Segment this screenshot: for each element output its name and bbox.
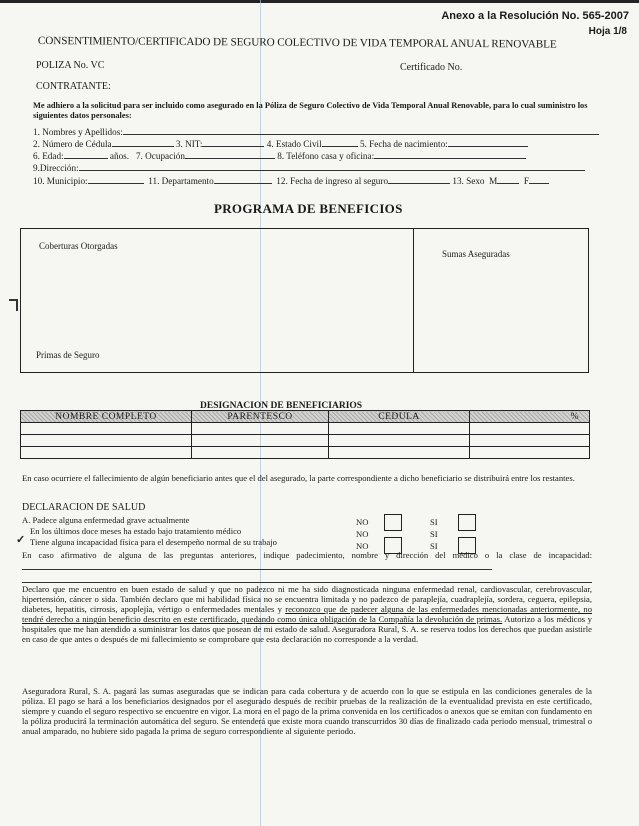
- field-sexo-f-line[interactable]: [529, 174, 549, 184]
- coberturas-label: Coberturas Otorgadas: [39, 241, 118, 251]
- declaracion-rest: Autorizo a los médicos y hospitales que me han atendido a suministrar los datos que posean de mi estado de salud. Aseguradora Rural, S. A. se reserva todos los derechos que puedan asistirle en caso de que antes o después de mi fallecimiento se comprobare que esta declaración no corresponde a la verdad.: [22, 614, 592, 645]
- divider: [22, 582, 592, 583]
- intro-text: Me adhiero a la solicitud para ser incluido como asegurado en la Póliza de Seguro Colectivo de Vida Temporal Anual Renovable, para lo cual suministro los siguientes datos personales:: [33, 101, 588, 120]
- field-direccion-label: 9.Dirección:: [33, 163, 79, 173]
- pago-text: Aseguradora Rural, S. A. pagará las sumas aseguradas que se indican para cada cobertura y de acuerdo con lo que se estipula en las condiciones generales de la póliza. El pago se hará a los beneficiarios designados por el asegurado después de recibir pruebas de la realización de la eventualidad prevista en este certificado, siempre y cuando el seguro respectivo se encuentre en vigor. La mora en el pago de la prima convenida en los certificados o anexos que se emitan con fundamento en la póliza producirá la terminación automática del seguro. Se entenderá que existe mora cuando transcurridos 30 días de finalizado cada periodo mensual, trimestral o anual amparado, no hubiere sido pagada la prima de seguro correspondiente al siguiente periodo.: [22, 686, 592, 737]
- field-row-5: [33, 174, 549, 186]
- declaracion-text: [22, 584, 592, 645]
- page-number: Hoja 1/8: [588, 26, 627, 37]
- declaracion-underlined: reconozco que de padecer alguna de las enfermedades mencionadas anteriormente, no tendré derecho a ningún beneficio descrito en este certificado, quedando como única obligación de la Compañía la devolución de primas.: [22, 604, 593, 625]
- beneficiarios-table: [20, 410, 590, 459]
- field-nit-label: 3. NIT:: [175, 139, 203, 149]
- anexo-label: Anexo a la Resolución No. 565-2007: [441, 10, 629, 22]
- field-telefono-label: 8. Teléfono casa y oficina:: [277, 151, 375, 161]
- document-title: CONSENTIMIENTO/CERTIFICADO DE SEGURO COLECTIVO DE VIDA TEMPORAL ANUAL RENOVABLE: [37, 35, 557, 51]
- field-edad-label: 6. Edad:: [33, 151, 64, 161]
- programa-title: PROGRAMA DE BENEFICIOS: [214, 201, 403, 216]
- field-fecha-nac-line[interactable]: [448, 137, 528, 147]
- col-cedula: CEDULA: [329, 411, 470, 423]
- field-fecha-ingreso-line[interactable]: [388, 174, 450, 184]
- si-label-b: SI: [430, 529, 438, 539]
- field-ocupacion-line[interactable]: [185, 149, 275, 159]
- field-ocupacion-label: 7. Ocupación: [135, 151, 185, 161]
- field-estado-civil-label: 4. Estado Civil: [266, 139, 322, 149]
- no-label-b: NO: [356, 529, 369, 539]
- field-nombres: [33, 125, 599, 137]
- field-anos-label: años.: [109, 151, 130, 161]
- salud-title: DECLARACION DE SALUD: [22, 502, 146, 513]
- declaracion-main: Declaro que me encuentro en buen estado de salud y que no padezco ni me ha sido diagnosticada ninguna enfermedad renal, cardiovascular, cerebrovascular, hipertensión, cáncer o sida. También declaro que mi habilidad física no se encuentra limitada y no padezco de paraplejía, cuadraplejía, sordera, ceguera, epilepsia, diabetes, hepatitis, cirrosis, apoplejía, vértigo o enfermedades mentales y: [22, 584, 592, 615]
- col-porcentaje: %: [470, 411, 590, 423]
- field-departamento-line[interactable]: [214, 174, 272, 184]
- table-row[interactable]: [21, 435, 590, 447]
- afirmativo-text: [22, 550, 592, 572]
- question-a: A. Padece alguna enfermedad grave actualmente: [22, 515, 190, 525]
- field-sexo-m-label: M: [489, 176, 498, 186]
- field-cedula-label: 2. Número de Cédula: [33, 139, 112, 149]
- field-edad-line[interactable]: [64, 149, 108, 159]
- top-border: [0, 0, 639, 3]
- field-municipio-label: 10. Municipio:: [33, 176, 88, 186]
- sumas-label: Sumas Aseguradas: [442, 249, 510, 259]
- beneficiarios-note: En caso ocurriere el fallecimiento de algún beneficiario antes que el del asegurado, la parte correspondiente a dicho beneficiario se distribuirá entre los restantes.: [22, 473, 575, 483]
- si-checkbox-a[interactable]: [458, 514, 476, 531]
- field-row-2: [33, 137, 528, 149]
- no-label-a: NO: [356, 517, 369, 527]
- field-sexo-m-line[interactable]: [497, 174, 519, 184]
- poliza-label: POLIZA No. VC: [36, 60, 105, 71]
- field-direccion-line[interactable]: [79, 161, 585, 171]
- primas-label: Primas de Seguro: [36, 350, 100, 360]
- no-checkbox-a[interactable]: [384, 514, 402, 531]
- field-row-3: [33, 149, 526, 161]
- field-cedula-line[interactable]: [112, 137, 174, 147]
- beneficiarios-header-row: [21, 411, 590, 423]
- benefits-divider: [413, 229, 414, 372]
- field-municipio-line[interactable]: [88, 174, 144, 184]
- checkmark-icon: ✓: [16, 534, 26, 546]
- certificado-label: Certificado No.: [400, 62, 463, 73]
- field-telefono-line[interactable]: [374, 149, 526, 159]
- afirmativo-label: En caso afirmativo de alguna de las preguntas anteriores, indique padecimiento, nombre y dirección del médico o la clase de incapacidad:: [22, 550, 592, 560]
- field-fecha-ingreso-label: 12. Fecha de ingreso al seguro: [276, 176, 389, 186]
- benefits-table: [20, 228, 589, 373]
- field-departamento-label: 11. Departamento: [148, 176, 214, 186]
- field-fecha-nac-label: 5. Fecha de nacimiento:: [359, 139, 448, 149]
- field-estado-civil-line[interactable]: [322, 137, 358, 147]
- question-b: En los últimos doce meses ha estado bajo tratamiento médico: [30, 526, 242, 536]
- col-parentesco: PARENTESCO: [192, 411, 329, 423]
- field-nit-line[interactable]: [202, 137, 264, 147]
- table-row[interactable]: [21, 447, 590, 459]
- no-label-c: NO: [356, 541, 369, 551]
- col-nombre: NOMBRE COMPLETO: [21, 411, 192, 423]
- field-nombres-line[interactable]: [123, 125, 599, 135]
- margin-pen-mark: [9, 299, 18, 311]
- table-row[interactable]: [21, 423, 590, 435]
- si-label-a: SI: [430, 517, 438, 527]
- beneficiarios-title: DESIGNACION DE BENEFICIARIOS: [200, 401, 363, 411]
- contratante-label: CONTRATANTE:: [36, 81, 111, 92]
- field-sexo-label: 13. Sexo: [452, 176, 485, 186]
- field-nombres-label: 1. Nombres y Apellidos:: [33, 127, 123, 137]
- si-label-c: SI: [430, 541, 438, 551]
- question-c: Tiene alguna incapacidad física para el desempeño normal de su trabajo: [30, 537, 277, 547]
- afirmativo-line[interactable]: [22, 560, 492, 570]
- field-sexo-f-label: F: [523, 176, 529, 186]
- field-direccion: [33, 161, 585, 173]
